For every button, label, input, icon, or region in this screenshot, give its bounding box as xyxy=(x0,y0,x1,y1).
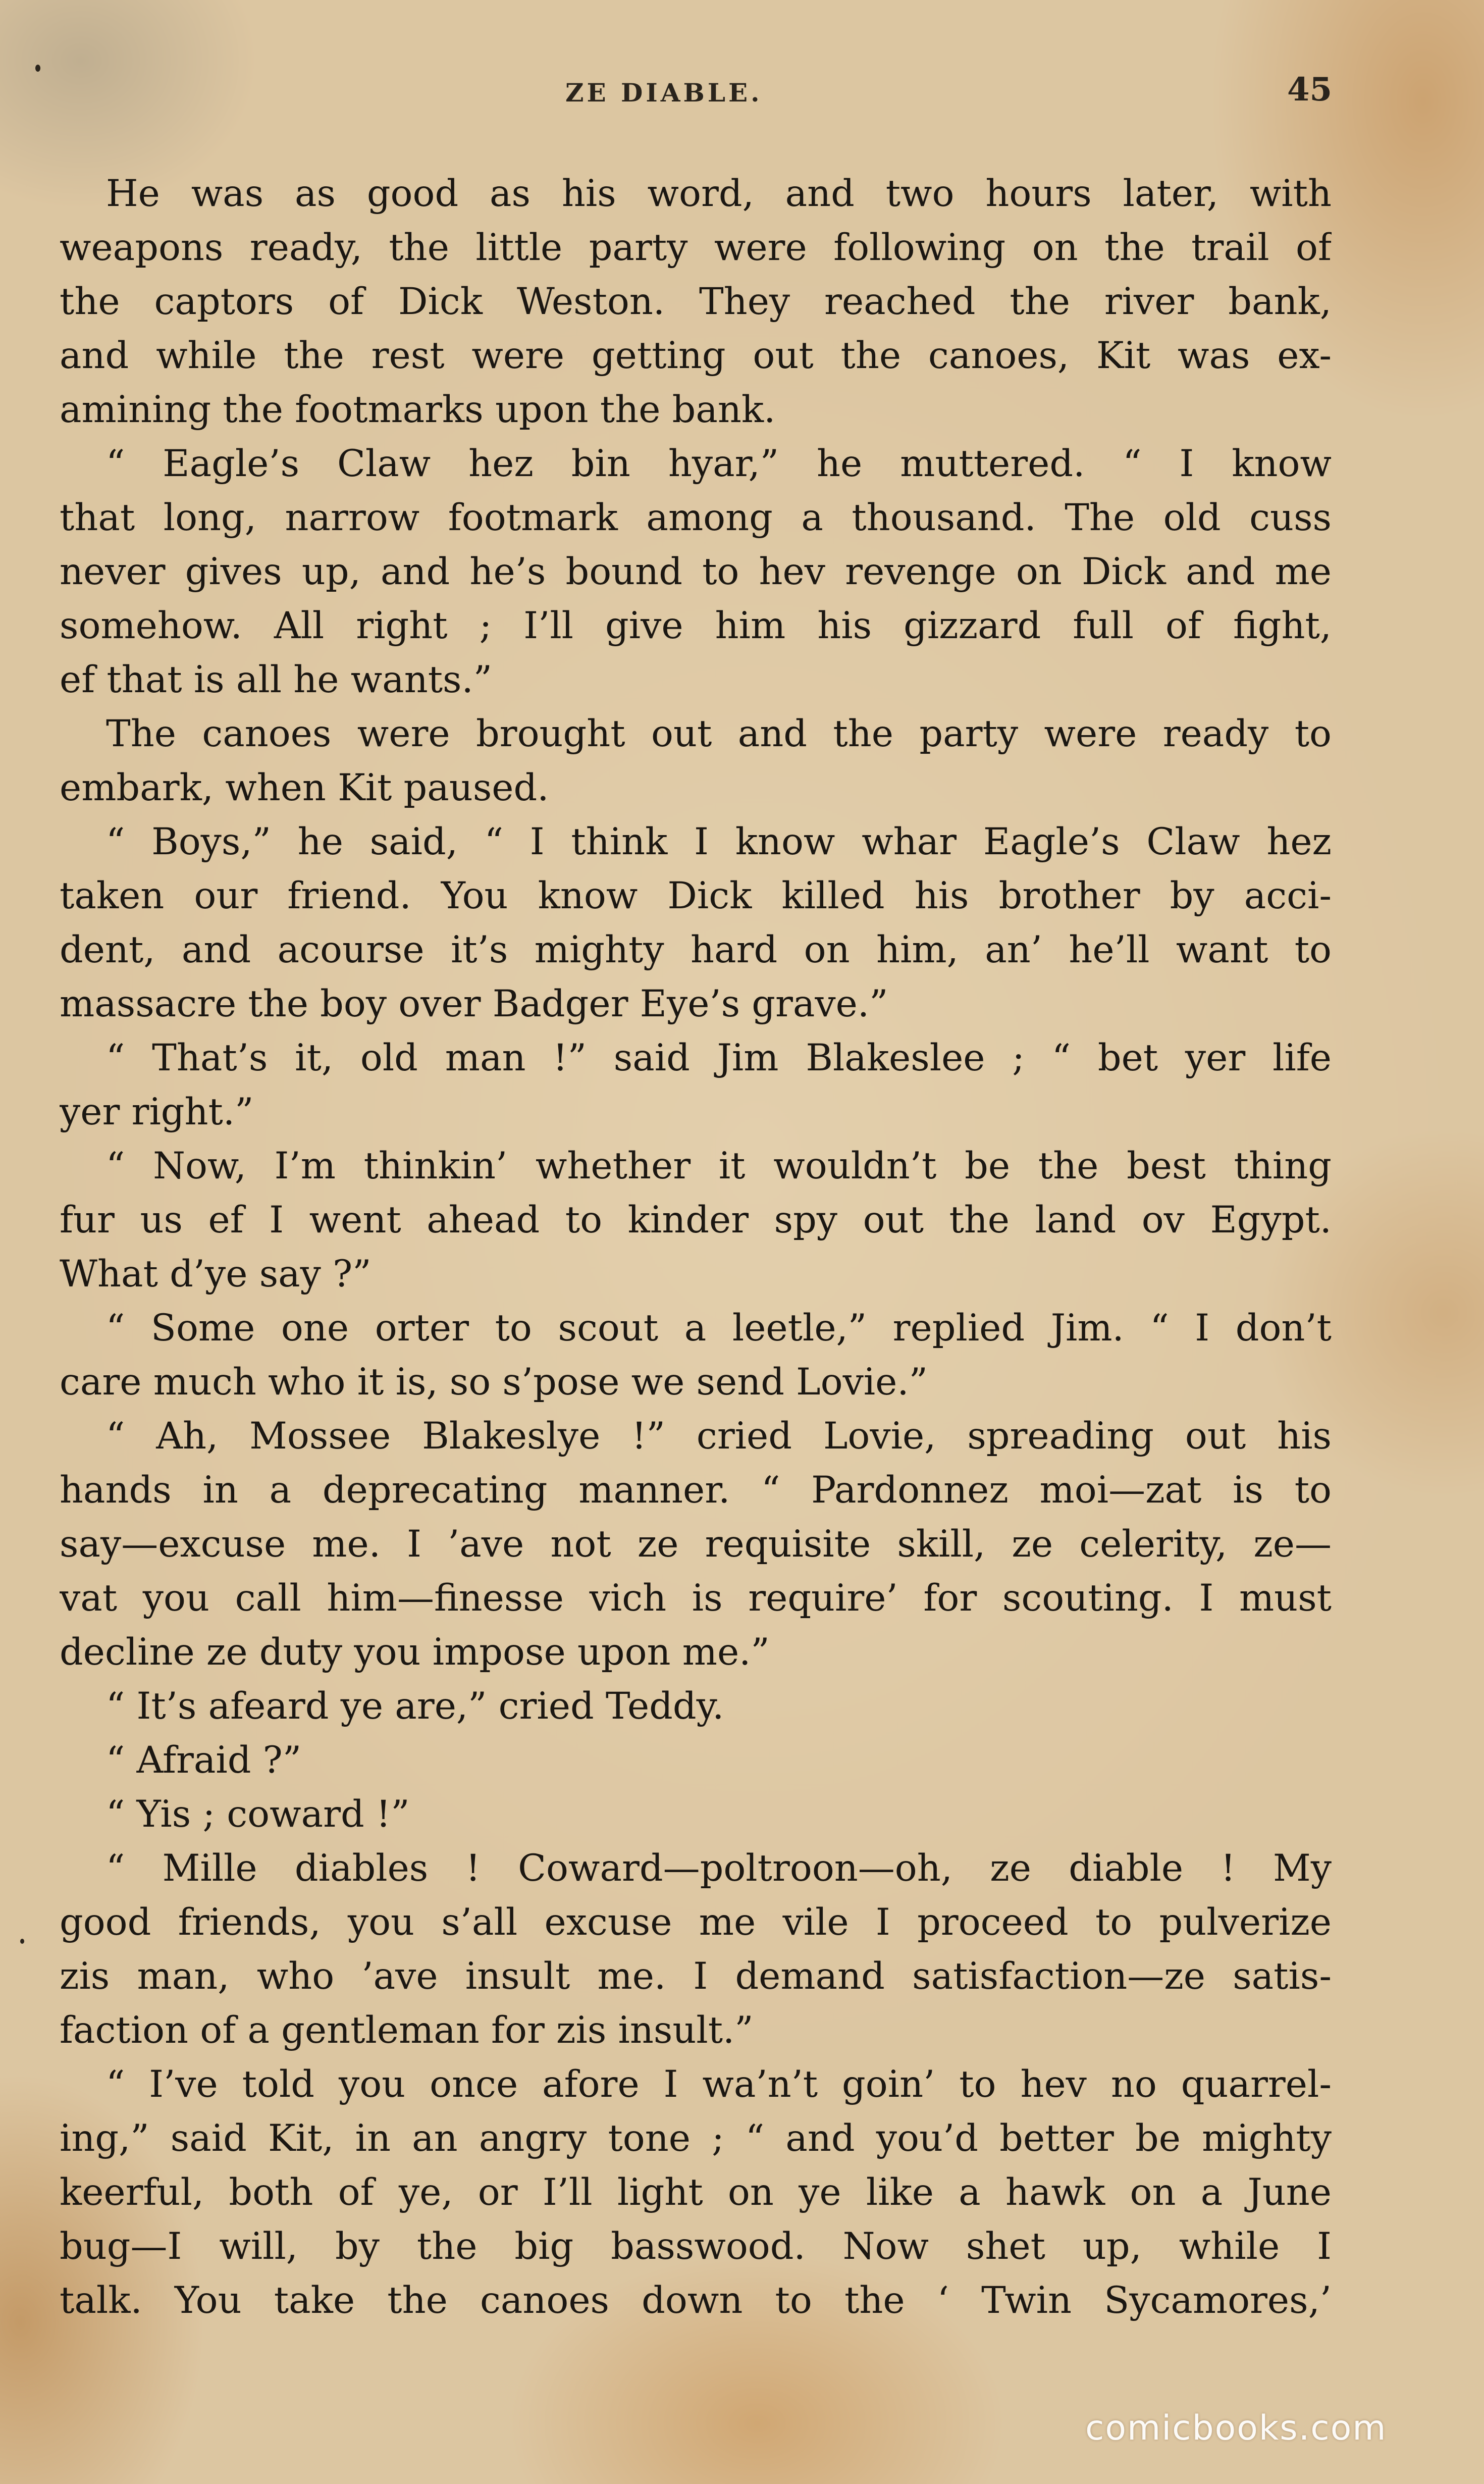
text-line: keerful, both of ye, or I’ll light on ye like a hawk on a June xyxy=(60,2171,1332,2214)
text-line: faction of a gentleman for zis insult.” xyxy=(60,2009,754,2052)
ink-speck xyxy=(35,65,40,72)
text-line: care much who it is, so s’pose we send Lovie.” xyxy=(60,1361,928,1404)
text-line: “ Now, I’m thinkin’ whether it wouldn’t be the best thing xyxy=(106,1145,1332,1187)
text-line: that long, narrow footmark among a thousand. The old cuss xyxy=(60,496,1332,539)
text-line: fur us ef I went ahead to kinder spy out the land ov Egypt. xyxy=(60,1199,1332,1241)
text-line: “ Some one orter to scout a leetle,” replied Jim. “ I don’t xyxy=(106,1307,1332,1350)
text-line: The canoes were brought out and the party were ready to xyxy=(106,712,1332,755)
text-line: dent, and acourse it’s mighty hard on him, an’ he’ll want to xyxy=(60,928,1332,971)
text-line: somehow. All right ; I’ll give him his gizzard full of fight, xyxy=(60,604,1332,647)
text-line: “ That’s it, old man !” said Jim Blakeslee ; “ bet yer life xyxy=(106,1037,1332,1079)
text-line: bug—I will, by the big basswood. Now shet up, while I xyxy=(60,2225,1332,2268)
text-line: ing,” said Kit, in an angry tone ; “ and you’d better be mighty xyxy=(60,2117,1332,2160)
text-line: vat you call him—finesse vich is require’ for scouting. I must xyxy=(60,1577,1332,1620)
text-line: say—excuse me. I ’ave not ze requisite skill, ze celerity, ze— xyxy=(60,1523,1332,1566)
text-line: talk. You take the canoes down to the ‘ Twin Sycamores,’ xyxy=(60,2279,1332,2322)
text-line: “ Boys,” he said, “ I think I know whar Eagle’s Claw hez xyxy=(106,820,1332,863)
text-line: “ Yis ; coward !” xyxy=(106,1793,410,1836)
body-text xyxy=(60,167,1332,2327)
text-line: “ Afraid ?” xyxy=(106,1739,302,1782)
text-line: good friends, you s’all excuse me vile I proceed to pulverize xyxy=(60,1901,1332,1944)
text-line: massacre the boy over Badger Eye’s grave.” xyxy=(60,982,888,1025)
text-line: amining the footmarks upon the bank. xyxy=(60,388,776,431)
text-line: embark, when Kit paused. xyxy=(60,766,549,809)
watermark: comicbooks.com xyxy=(1085,2408,1387,2448)
ink-speck xyxy=(20,1939,24,1944)
text-line: What d’ye say ?” xyxy=(60,1253,372,1296)
text-line: ef that is all he wants.” xyxy=(60,658,493,701)
text-line: the captors of Dick Weston. They reached the river bank, xyxy=(60,280,1332,323)
text-line: “ Mille diables ! Coward—poltroon—oh, ze diable ! My xyxy=(106,1847,1332,1890)
text-line: hands in a deprecating manner. “ Pardonnez moi—zat is to xyxy=(60,1469,1332,1512)
text-line: never gives up, and he’s bound to hev revenge on Dick and me xyxy=(60,550,1332,593)
text-line: “ I’ve told you once afore I wa’n’t goin’ to hev no quarrel- xyxy=(106,2063,1332,2106)
text-line: He was as good as his word, and two hours later, with xyxy=(106,172,1332,215)
page-number: 45 xyxy=(1287,71,1333,109)
text-line: and while the rest were getting out the canoes, Kit was ex- xyxy=(60,334,1332,377)
text-line: taken our friend. You know Dick killed his brother by acci- xyxy=(60,874,1332,917)
running-title: ZE DIABLE. xyxy=(565,78,763,108)
text-line: decline ze duty you impose upon me.” xyxy=(60,1631,770,1674)
text-line: yer right.” xyxy=(60,1091,254,1133)
text-line: “ Eagle’s Claw hez bin hyar,” he muttered. “ I know xyxy=(106,442,1332,485)
running-head xyxy=(0,71,1484,116)
text-line: weapons ready, the little party were following on the trail of xyxy=(60,226,1332,269)
text-line: zis man, who ’ave insult me. I demand satisfaction—ze satis- xyxy=(60,1955,1332,1998)
text-line: “ Ah, Mossee Blakeslye !” cried Lovie, spreading out his xyxy=(106,1415,1332,1458)
text-line: “ It’s afeard ye are,” cried Teddy. xyxy=(106,1685,724,1728)
